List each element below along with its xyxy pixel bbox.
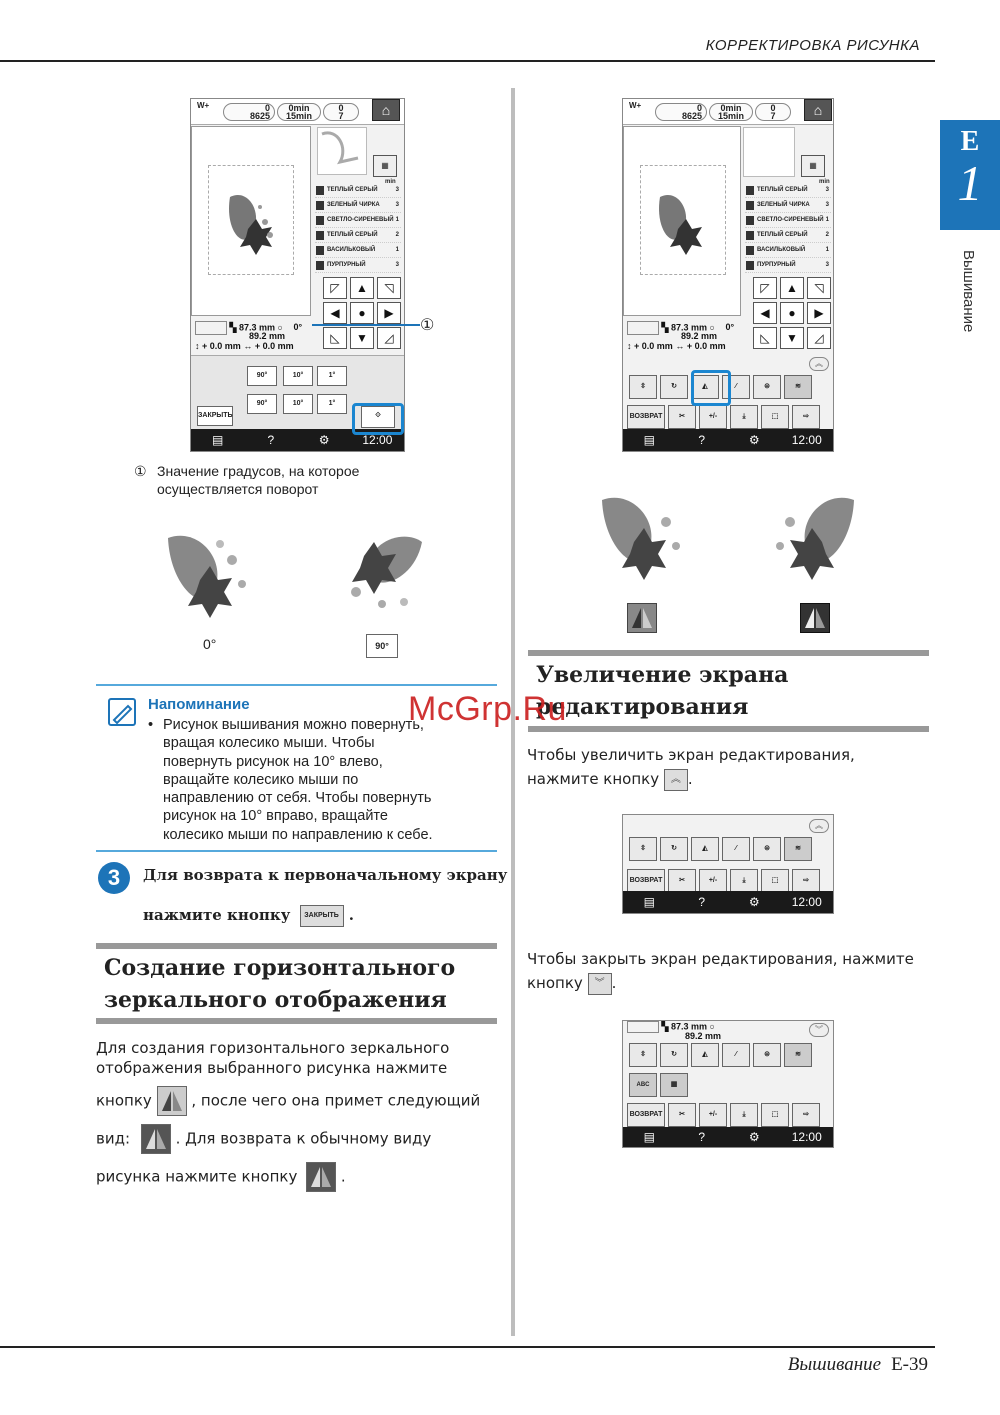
step3-line2: нажмите кнопку ЗАКРЫТЬ .	[143, 905, 354, 927]
chapter-side-text: Вышивание	[960, 250, 977, 333]
note-line: рисунок на 10° вправо, вращайте	[163, 808, 388, 825]
color-tool-button[interactable]: ⊜	[753, 375, 781, 399]
edit-tool-row	[629, 837, 812, 861]
embroidery-motif	[220, 187, 280, 257]
step3-line1: Для возврата к первоначальному экрану	[143, 866, 508, 884]
embroidery-motif	[650, 187, 710, 257]
border-tool-button[interactable]: ≋	[784, 1043, 812, 1067]
thread-row[interactable]: СВЕТЛО-СИРЕНЕВЫЙ 1	[315, 213, 401, 228]
save-tool-button[interactable]: ⤓	[730, 1103, 758, 1127]
thread-row[interactable]: ВАСИЛЬКОВЫЙ 1	[745, 243, 831, 258]
back-button[interactable]: ВОЗВРАТ	[627, 405, 665, 429]
mirror-para-line5: рисунка нажмите кнопку .	[96, 1162, 346, 1192]
zoom-open-line1: Чтобы увеличить экран редактирования,	[527, 746, 855, 764]
embroider-tool-button[interactable]: ⇨	[792, 1103, 820, 1127]
section-band-bottom	[528, 726, 929, 732]
note-line: колесико мыши по направлению к себе.	[163, 826, 433, 843]
height-value: 89.2	[249, 331, 267, 341]
save-tool-button[interactable]: ⤓	[730, 405, 758, 429]
screen-status-bar	[623, 99, 833, 125]
color-bottom: 7	[338, 111, 344, 121]
reset-angle-button[interactable]: ⟐	[361, 406, 395, 428]
mirror-title-line1: Создание горизонтального	[104, 955, 456, 981]
callout-caption: Значение градусов, на которое осуществляется поворот	[157, 463, 360, 497]
callout-marker: ①	[420, 317, 435, 334]
time-pill	[277, 103, 321, 121]
mirror-para-line3: кнопку , после чего она примет следующий	[96, 1086, 480, 1116]
step3-text: нажмите кнопку	[143, 906, 291, 924]
note-bullet: •	[148, 717, 154, 733]
needle-tool-button[interactable]: +/-	[699, 1103, 727, 1127]
move-arrows	[323, 277, 401, 349]
size-icon: ▚	[229, 322, 237, 333]
thumbnail-toggle-button[interactable]: ▦	[801, 155, 825, 177]
mirror-title-line2: зеркального отображения	[104, 987, 447, 1013]
rotation-screen	[190, 98, 405, 452]
rotate-90-example-button: 90°	[366, 634, 398, 658]
size-readout: ▚ 87.3 mm ○ 0°	[195, 321, 302, 335]
height-readout: 89.2 mm	[681, 331, 718, 341]
motif-mirror-original	[594, 486, 690, 582]
needle-tool-button[interactable]: +/-	[699, 405, 727, 429]
border-tool-button[interactable]: ≋	[784, 375, 812, 399]
offset-readout: ↕ + 0.0 mm ↔ + 0.0 mm	[627, 341, 726, 351]
thread-list	[315, 183, 401, 273]
home-icon[interactable]: ⌂	[372, 99, 400, 121]
section-band-top	[96, 943, 497, 949]
embroidery-preview	[623, 126, 741, 316]
motif-rotated	[334, 522, 434, 618]
close-button-inline: ЗАКРЫТЬ	[300, 905, 344, 927]
thread-row[interactable]: ЗЕЛЕНЫЙ ЧИРКА 3	[745, 198, 831, 213]
text-tool-button[interactable]: ABC	[629, 1073, 657, 1097]
save-tool-button[interactable]: ⤓	[730, 869, 758, 893]
arrow-up-icon[interactable]: ▲	[780, 277, 804, 299]
arrow-down-right-icon[interactable]: ◿	[377, 327, 401, 349]
embroider-tool-button[interactable]: ⇨	[792, 405, 820, 429]
chapter-side-label	[940, 240, 1000, 350]
arrow-up-right-icon[interactable]: ◹	[807, 277, 831, 299]
caption-marker: ①	[134, 463, 147, 479]
page-number: E-39	[891, 1354, 928, 1375]
settings-icon[interactable]: ⚙	[748, 895, 760, 909]
zoom-close-line1: Чтобы закрыть экран редактирования, нажмите	[527, 950, 914, 968]
settings-icon[interactable]: ⚙	[748, 1130, 760, 1144]
header-rule	[0, 60, 935, 62]
watermark: McGrp.Ru	[408, 690, 567, 728]
zoom-close-line2: кнопку ︾ .	[527, 972, 616, 995]
arrow-up-icon[interactable]: ▲	[350, 277, 374, 299]
frame-tool-button[interactable]: ⬚	[761, 1103, 789, 1127]
thumbnail-toggle-button[interactable]: ▦	[373, 155, 397, 177]
pattern-tool-button[interactable]: ▦	[660, 1073, 688, 1097]
back-button[interactable]: ВОЗВРАТ	[627, 869, 665, 893]
arrow-down-icon[interactable]: ▼	[780, 327, 804, 349]
zoom-expanded-screen	[622, 1020, 834, 1148]
thread-list	[745, 183, 831, 273]
rotate-icon[interactable]: ↻	[660, 375, 688, 399]
zoom-down-icon[interactable]: ︾	[809, 1023, 829, 1037]
settings-icon[interactable]: ⚙	[318, 433, 330, 447]
time-top: 0min	[288, 103, 310, 113]
arrow-up-left-icon[interactable]: ◸	[753, 277, 777, 299]
page-icon[interactable]: ▤	[643, 433, 655, 447]
motif-mirrored	[766, 486, 862, 582]
note-line: направлению от себя. Чтобы повернуть	[163, 790, 432, 807]
note-title: Напоминание	[148, 696, 250, 713]
zoom-open-line2: нажмите кнопку ︽ .	[527, 768, 693, 791]
rotate-right-10-button[interactable]: 10°	[283, 394, 313, 414]
step-number-badge: 3	[98, 862, 130, 894]
stitch-count: 8625	[249, 111, 270, 121]
thread-row[interactable]: ТЕПЛЫЙ СЕРЫЙ 2	[315, 228, 401, 243]
page-icon[interactable]: ▤	[643, 1130, 655, 1144]
edit-tool-row-2	[627, 869, 820, 893]
density-tool-button[interactable]: ⁄	[722, 375, 750, 399]
angle-value: 0°	[293, 322, 303, 333]
motif-original	[160, 524, 260, 620]
mirror-para-line1: Для создания горизонтального зеркального	[96, 1039, 450, 1057]
zoom-open-screen	[622, 814, 834, 914]
zoom-up-icon[interactable]: ︽	[809, 357, 829, 371]
wplus-label: W+	[197, 101, 210, 110]
help-icon[interactable]: ?	[698, 895, 706, 909]
time-pill: 0min 15min	[709, 103, 753, 121]
rotate-left-1-button[interactable]: 1°	[317, 366, 347, 386]
arrow-left-icon[interactable]: ◀	[323, 302, 347, 324]
page-footer	[788, 1354, 928, 1376]
thread-row[interactable]: ТЕПЛЫЙ СЕРЫЙ 3	[745, 183, 831, 198]
offset-readout: ↕ + 0.0 mm ↔ + 0.0 mm	[195, 341, 294, 351]
embroider-tool-button[interactable]: ⇨	[792, 869, 820, 893]
edit-tool-row-2	[627, 405, 820, 429]
thread-row[interactable]: ТЕПЛЫЙ СЕРЫЙ 2	[745, 228, 831, 243]
time-bottom: 15min	[285, 111, 312, 121]
thread-row[interactable]: СВЕТЛО-СИРЕНЕВЫЙ 1	[745, 213, 831, 228]
zoom-title-line1: Увеличение экрана	[536, 662, 789, 688]
chapter-tab	[940, 120, 1000, 230]
stitch-count-pill: 0 8625	[655, 103, 707, 121]
y-offset: 0.0	[209, 341, 223, 351]
thread-row[interactable]: ВАСИЛЬКОВЫЙ 1	[315, 243, 401, 258]
density-tool-button[interactable]: ⁄	[722, 837, 750, 861]
footer-section: Вышивание	[787, 1354, 882, 1375]
size-readout: ▚ 87.3 mm ○	[627, 1021, 715, 1033]
rotate-right-1-button[interactable]: 1°	[317, 394, 347, 414]
back-button[interactable]: ВОЗВРАТ	[627, 1103, 665, 1127]
size-readout: ▚ 87.3 mm ○ 0°	[627, 321, 734, 335]
zoom-down-icon: ︾	[588, 973, 612, 995]
page-icon[interactable]: ▤	[211, 433, 224, 447]
arrow-down-icon[interactable]: ▼	[350, 327, 374, 349]
width-value: 87.3	[238, 322, 257, 333]
arrow-left-icon[interactable]: ◀	[753, 302, 777, 324]
color-pill	[323, 103, 359, 121]
mirror-active-icon	[800, 603, 830, 633]
thumbnail-motif	[318, 128, 366, 174]
thumbnail-preview	[743, 127, 795, 177]
edit-tool-row-2	[627, 1103, 820, 1127]
mirror-para-line4: вид: . Для возврата к обычному виду	[96, 1124, 431, 1154]
settings-icon[interactable]: ⚙	[748, 433, 760, 447]
rotate-right-90-button[interactable]: 90°	[247, 394, 277, 414]
screen-bottom-bar: ▤ ? ⚙ 12:00	[623, 429, 833, 451]
mirror-icon[interactable]: ◭	[691, 375, 719, 399]
arrow-right-icon[interactable]: ▶	[377, 302, 401, 324]
cut-tool-button[interactable]: ✂	[668, 1103, 696, 1127]
cut-tool-button[interactable]: ✂	[668, 869, 696, 893]
stitch-count-top: 0	[264, 103, 270, 113]
arrow-up-left-icon[interactable]: ◸	[323, 277, 347, 299]
close-button[interactable]: ЗАКРЫТЬ	[197, 406, 233, 426]
thread-row[interactable]: ЗЕЛЕНЫЙ ЧИРКА 3	[315, 198, 401, 213]
color-pill: 0 7	[755, 103, 791, 121]
mirror-icon[interactable]: ◭	[691, 837, 719, 861]
zoom-up-icon[interactable]: ︽	[809, 819, 829, 833]
thumbnail-preview	[317, 127, 367, 175]
wplus-label: W+	[629, 101, 642, 110]
note-line: вращайте колесико мыши по	[163, 771, 359, 788]
move-arrows	[753, 277, 831, 349]
border-tool-button[interactable]: ≋	[784, 837, 812, 861]
extra-tool-row	[629, 1073, 688, 1097]
note-line: повернуть рисунок на 10° влево,	[163, 753, 383, 770]
height-readout: 89.2 mm	[685, 1031, 722, 1041]
callout-line	[312, 324, 420, 326]
page-icon[interactable]: ▤	[643, 895, 655, 909]
arrow-down-right-icon[interactable]: ◿	[807, 327, 831, 349]
stitch-count-pill	[223, 103, 275, 121]
note-line: вращая колесико мыши. Чтобы	[163, 735, 375, 752]
help-icon[interactable]: ?	[267, 433, 275, 447]
center-dot-icon[interactable]: ●	[350, 302, 374, 324]
rotate-icon[interactable]: ↻	[660, 1043, 688, 1067]
page-header-title: КОРРЕКТИРОВКА РИСУНКА	[705, 37, 920, 54]
rotate-left-10-button[interactable]: 10°	[283, 366, 313, 386]
x-offset: 0.0	[262, 341, 276, 351]
arrow-down-left-icon[interactable]: ◺	[753, 327, 777, 349]
color-tool-button[interactable]: ⊜	[753, 837, 781, 861]
thread-row[interactable]: ПУРПУРНЫЙ 3	[745, 258, 831, 273]
section-band-top	[528, 650, 929, 656]
frame-tool-button[interactable]: ⬚	[761, 405, 789, 429]
mirror-icon	[157, 1086, 187, 1116]
arrow-down-left-icon[interactable]: ◺	[323, 327, 347, 349]
zoom-title-line2: редактирования	[536, 694, 749, 720]
edit-screen: W+ 0 8625 0min 15min 0 7 ▦ min ТЕПЛЫЙ СЕРЫЙ 3 ЗЕЛЕНЫЙ ЧИРКА 3 СВЕТЛО-СИРЕНЕВЫЙ 1 ТЕПЛЫЙ СЕРЫЙ 2 ВАСИЛЬКОВЫЙ 1 ПУРПУРНЫЙ 3 ◸ ▲ ◹ ◀ ● ▶ ◺ ▼ ◿ ▚ 87.3 mm ○ 0° 89.2 mm ↕ + 0.0 mm ↔ + 0.0 mm ︽ ⇳ ↻ ◭ ⁄ ⊜ ≋ ВОЗВРАТ ✂ +/- ⤓ ⬚ ⇨ ▤ ? ⚙ 12:00	[622, 98, 834, 452]
needle-tool-button[interactable]: +/-	[699, 869, 727, 893]
zoom-up-icon: ︽	[664, 769, 688, 791]
chapter-letter: E	[960, 126, 980, 157]
help-icon[interactable]: ?	[698, 1130, 706, 1144]
color-top: 0	[338, 103, 344, 113]
arrow-right-icon[interactable]: ▶	[807, 302, 831, 324]
selected-ring	[691, 370, 731, 406]
rotate-icon[interactable]: ↻	[660, 837, 688, 861]
size-tool-button[interactable]: ⇳	[629, 1043, 657, 1067]
cut-tool-button[interactable]: ✂	[668, 405, 696, 429]
angle-zero-label: 0°	[203, 636, 217, 652]
screen-bottom-bar: ▤ ? ⚙ 12:00	[623, 1127, 833, 1147]
section-band-bottom	[96, 1018, 497, 1024]
note-body	[148, 716, 493, 844]
min-label: min	[385, 179, 396, 185]
footer-rule	[0, 1346, 935, 1348]
home-icon[interactable]: ⌂	[804, 99, 832, 121]
chapter-number: 1	[957, 155, 983, 211]
note-line: Рисунок вышивания можно повернуть,	[163, 717, 424, 733]
mirror-para-line2: отображения выбранного рисунка нажмите	[96, 1059, 448, 1077]
thread-row[interactable]: ПУРПУРНЫЙ 3	[315, 258, 401, 273]
thread-row[interactable]: ТЕПЛЫЙ СЕРЫЙ 3	[315, 183, 401, 198]
note-pencil-icon	[108, 698, 136, 726]
height-readout: 89.2 mm	[249, 331, 286, 341]
density-tool-button[interactable]: ⁄	[722, 1043, 750, 1067]
help-icon[interactable]: ?	[698, 433, 706, 447]
size-tool-button[interactable]: ⇳	[629, 837, 657, 861]
size-tool-button[interactable]: ⇳	[629, 375, 657, 399]
selected-ring	[352, 403, 404, 435]
embroidery-preview	[191, 126, 311, 316]
center-dot-icon[interactable]: ●	[780, 302, 804, 324]
edit-tool-row	[629, 1043, 812, 1067]
frame-tool-button[interactable]: ⬚	[761, 869, 789, 893]
mirror-active-icon	[306, 1162, 336, 1192]
color-tool-button[interactable]: ⊜	[753, 1043, 781, 1067]
mirror-icon[interactable]: ◭	[691, 1043, 719, 1067]
rotate-left-90-button[interactable]: 90°	[247, 366, 277, 386]
clock: 12:00	[362, 433, 393, 447]
mirror-icon	[627, 603, 657, 633]
mirror-active-icon	[141, 1124, 171, 1154]
arrow-up-right-icon[interactable]: ◹	[377, 277, 401, 299]
screen-bottom-bar: ▤ ? ⚙ 12:00	[623, 891, 833, 913]
